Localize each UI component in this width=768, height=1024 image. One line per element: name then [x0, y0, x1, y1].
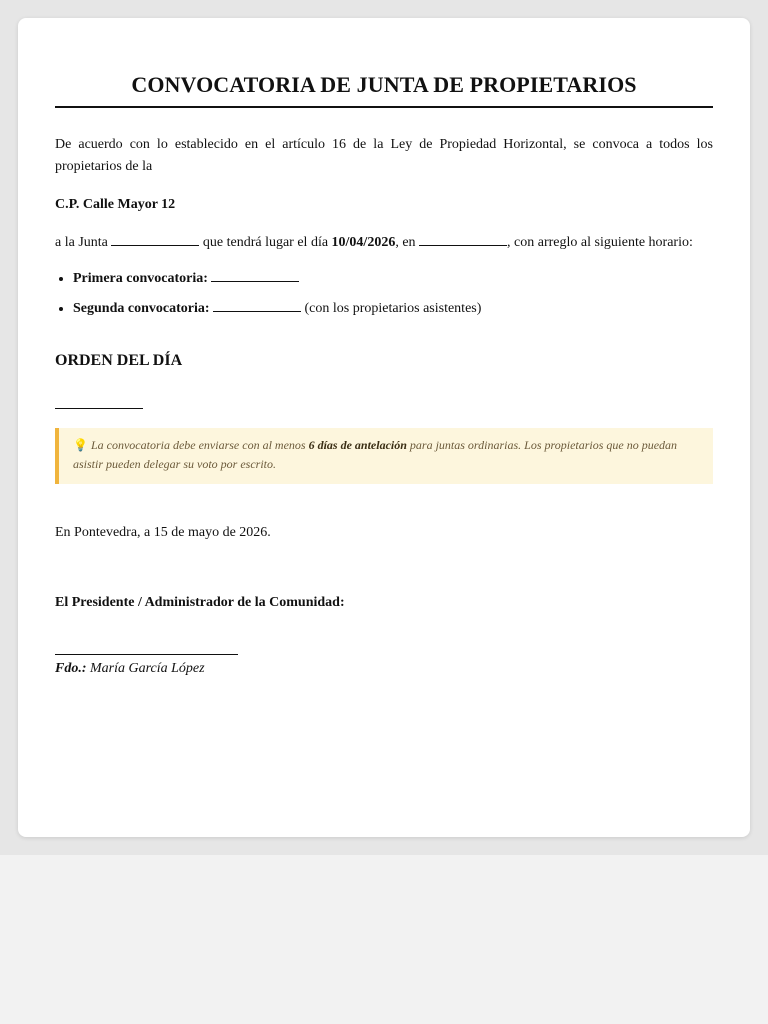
- signature-name: María García López: [90, 661, 205, 676]
- document-title: CONVOCATORIA DE JUNTA DE PROPIETARIOS: [55, 18, 713, 108]
- junta-type-blank: [111, 231, 199, 246]
- signature-label: Fdo.:: [55, 661, 87, 676]
- junta-suffix: , con arreglo al siguiente horario:: [507, 235, 693, 250]
- schedule-item-second: [73, 297, 713, 320]
- note-text-before: La convocatoria debe enviarse con al menos: [90, 438, 306, 452]
- note-text-after: para juntas ordinarias. Los propietarios que no puedan asistir pueden delegar su voto por escrito.: [73, 438, 678, 471]
- schedule-time-blank: [211, 267, 299, 282]
- junta-sentence: [55, 231, 713, 254]
- note-emphasis: 6 días de antelación: [308, 438, 407, 452]
- schedule-item-first: [73, 267, 713, 290]
- junta-prefix: a la Junta: [55, 235, 108, 250]
- schedule-time-blank: [213, 297, 301, 312]
- place-date: En Pontevedra, a 15 de mayo de 2026.: [55, 525, 271, 540]
- schedule-list: [55, 267, 713, 320]
- junta-middle: que tendrá lugar el día: [202, 235, 329, 250]
- junta-location-blank: [419, 231, 507, 246]
- intro-paragraph: De acuerdo con lo establecido en el artículo 16 de la Ley de Propiedad Horizontal, se convoca a todos los propietarios de la: [55, 137, 713, 174]
- lightbulb-icon: 💡: [73, 438, 88, 452]
- agenda-heading: ORDEN DEL DÍA: [55, 352, 183, 369]
- signer-title: El Presidente / Administrador de la Comunidad:: [55, 595, 345, 610]
- document-page: [18, 18, 750, 837]
- agenda-item-blank: [55, 394, 143, 409]
- signature-block: [55, 658, 713, 680]
- signature-line: [55, 640, 713, 652]
- schedule-label: Segunda convocatoria:: [73, 301, 210, 316]
- agenda-blank: [55, 394, 713, 406]
- schedule-label: Primera convocatoria:: [73, 271, 208, 286]
- junta-after-date: , en: [395, 235, 416, 250]
- junta-date: 10/04/2026: [331, 235, 396, 250]
- schedule-extra: (con los propietarios asistentes): [304, 301, 482, 316]
- signature-blank: [55, 640, 238, 655]
- info-note: [55, 428, 713, 484]
- community-name: C.P. Calle Mayor 12: [55, 197, 176, 212]
